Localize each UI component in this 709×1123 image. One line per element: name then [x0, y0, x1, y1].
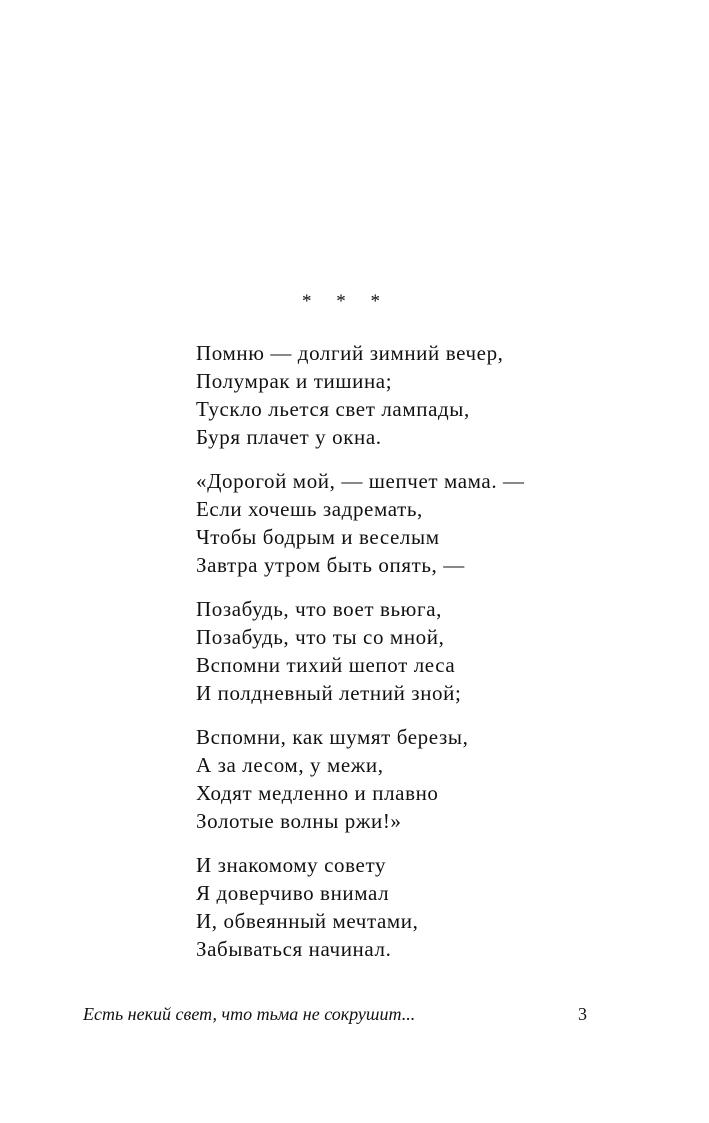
- running-title: Есть некий свет, что тьма не сокрушит...: [83, 1004, 416, 1024]
- poem-line: Вспомни тихий шепот леса: [196, 653, 456, 677]
- poem-line: Буря плачет у окна.: [196, 425, 382, 449]
- poem-line: Забываться начинал.: [196, 937, 392, 961]
- poem-line: Полумрак и тишина;: [196, 369, 393, 393]
- section-marker: * * *: [302, 291, 390, 312]
- poem-line: И знакомому совету: [196, 853, 387, 877]
- stanza-5: [196, 851, 596, 963]
- poem-line: Помню — долгий зимний вечер,: [196, 341, 504, 365]
- poem-line: Вспомни, как шумят березы,: [196, 725, 469, 749]
- poem-line: Чтобы бодрым и веселым: [196, 525, 440, 549]
- poem-line: Ходят медленно и плавно: [196, 781, 439, 805]
- page-footer: [83, 1002, 587, 1028]
- poem-line: Завтра утром быть опять, —: [196, 553, 465, 577]
- poem-line: Золотые волны ржи!»: [196, 809, 402, 833]
- poem-line: И полдневный летний зной;: [196, 681, 462, 705]
- page-number: 3: [578, 1004, 587, 1024]
- stanza-4: [196, 723, 596, 835]
- stanza-1: [196, 339, 596, 451]
- stanza-3: [196, 595, 596, 707]
- poem-line: Тускло льется свет лампады,: [196, 397, 470, 421]
- poem-line: И, обвеянный мечтами,: [196, 909, 419, 933]
- poem-line: Позабудь, что воет вьюга,: [196, 597, 442, 621]
- poem-line: Я доверчиво внимал: [196, 881, 390, 905]
- poem: [196, 339, 596, 979]
- poem-line: Если хочешь задремать,: [196, 497, 423, 521]
- stanza-2: [196, 467, 596, 579]
- poem-line: А за лесом, у межи,: [196, 753, 384, 777]
- poem-line: Позабудь, что ты со мной,: [196, 625, 445, 649]
- poem-line: «Дорогой мой, — шепчет мама. —: [196, 469, 525, 493]
